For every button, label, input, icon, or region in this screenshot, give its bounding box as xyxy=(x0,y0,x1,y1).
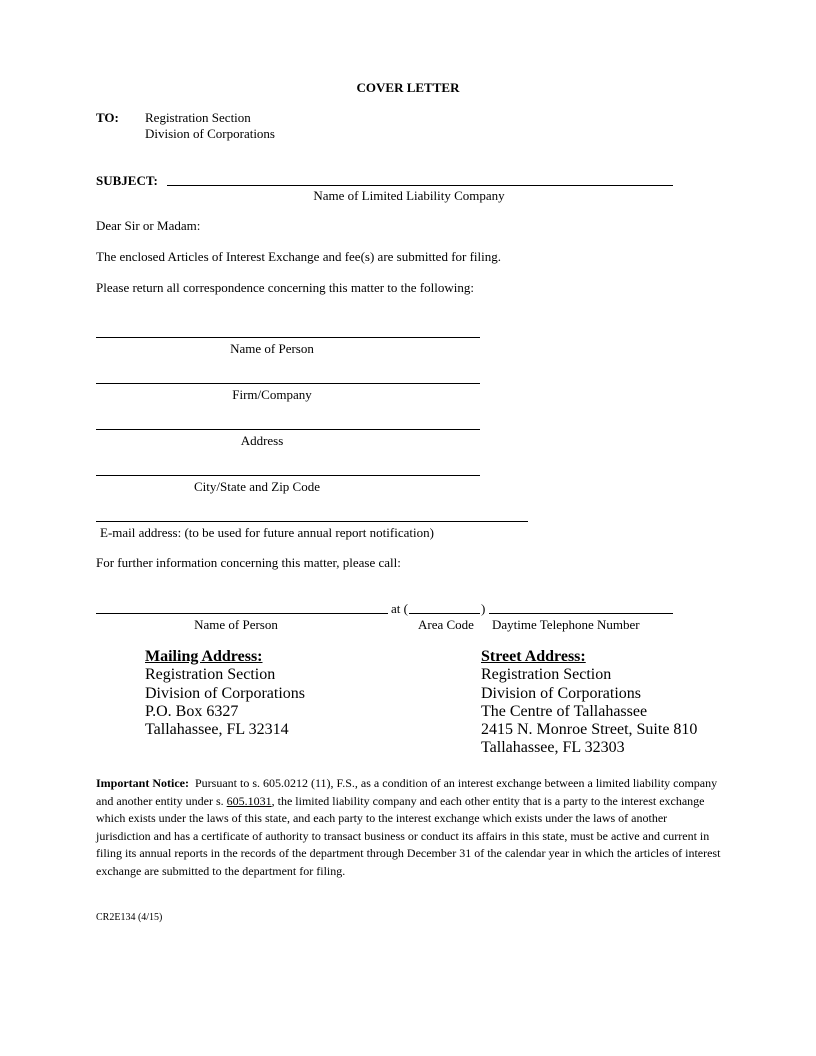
page-title: COVER LETTER xyxy=(356,80,460,95)
at-text: at ( xyxy=(391,601,408,616)
street-address-line: Tallahassee, FL 32303 xyxy=(481,739,625,757)
to-label: TO: xyxy=(96,110,119,125)
city-caption: City/State and Zip Code xyxy=(193,479,320,494)
contact-name-input-line[interactable] xyxy=(96,613,388,614)
street-address-line: 2415 N. Monroe Street, Suite 810 xyxy=(481,721,698,739)
mailing-address-block xyxy=(145,648,305,739)
mailing-address-heading: Mailing Address: xyxy=(145,648,263,665)
form-id: CR2E134 (4/15) xyxy=(96,912,163,923)
email-input-line[interactable] xyxy=(96,521,528,522)
to-recipient-line: Division of Corporations xyxy=(145,126,275,141)
street-address-line: The Centre of Tallahassee xyxy=(481,702,648,720)
paragraph-return: Please return all correspondence concerning this matter to the following: xyxy=(96,280,474,295)
statute-link[interactable]: 605.1031 xyxy=(226,793,272,808)
firm-input-line[interactable] xyxy=(96,383,480,384)
address-input-line[interactable] xyxy=(96,429,480,430)
paragraph-enclosed: The enclosed Articles of Interest Exchange and fee(s) are submitted for filing. xyxy=(96,249,502,264)
subject-label: SUBJECT: xyxy=(96,173,158,188)
mailing-address-line: Division of Corporations xyxy=(145,684,305,702)
notice-text: Pursuant to s. 605.0212 (11), F.S., as a condition of an interest exchange between a limited liability company and another entity under s. xyxy=(96,776,718,808)
name-input-line[interactable] xyxy=(96,337,480,338)
street-address-block xyxy=(481,648,697,758)
notice-text: , the limited liability company and each other entity that is a party to the interest exchange which exists under the laws of this state, and each party to the interest exchange which exists under the laws of another jurisdiction and has a certificate of authority to transact business or conduct its affairs in this state, must be active and current in filing its annual reports in the records of the department through December 31 of the calendar year in which the articles of interest exchange are submitted to the department for filing. xyxy=(96,793,721,878)
salutation: Dear Sir or Madam: xyxy=(96,218,201,233)
contact-name-caption: Name of Person xyxy=(194,617,278,632)
name-caption: Name of Person xyxy=(230,341,314,356)
street-address-line: Registration Section xyxy=(481,666,612,684)
to-recipient-line: Registration Section xyxy=(145,110,251,125)
area-code-caption: Area Code xyxy=(418,617,474,632)
area-code-input-line[interactable] xyxy=(409,613,480,614)
subject-input-line[interactable] xyxy=(167,185,673,186)
street-address-heading: Street Address: xyxy=(481,648,586,665)
email-caption: E-mail address: (to be used for future annual report notification) xyxy=(100,525,434,540)
important-notice xyxy=(96,775,724,881)
further-info-text: For further information concerning this matter, please call: xyxy=(96,555,401,570)
notice-label: Important Notice: xyxy=(96,776,189,790)
address-caption: Address xyxy=(240,433,284,448)
close-paren: ) xyxy=(481,601,486,616)
mailing-address-line: Tallahassee, FL 32314 xyxy=(145,721,289,739)
mailing-address-line: Registration Section xyxy=(145,666,276,684)
subject-caption: Name of Limited Liability Company xyxy=(313,188,505,203)
mailing-address-line: P.O. Box 6327 xyxy=(145,702,239,720)
firm-caption: Firm/Company xyxy=(232,387,312,402)
street-address-line: Division of Corporations xyxy=(481,684,641,702)
phone-input-line[interactable] xyxy=(489,613,673,614)
daytime-phone-caption: Daytime Telephone Number xyxy=(492,617,640,632)
city-input-line[interactable] xyxy=(96,475,480,476)
